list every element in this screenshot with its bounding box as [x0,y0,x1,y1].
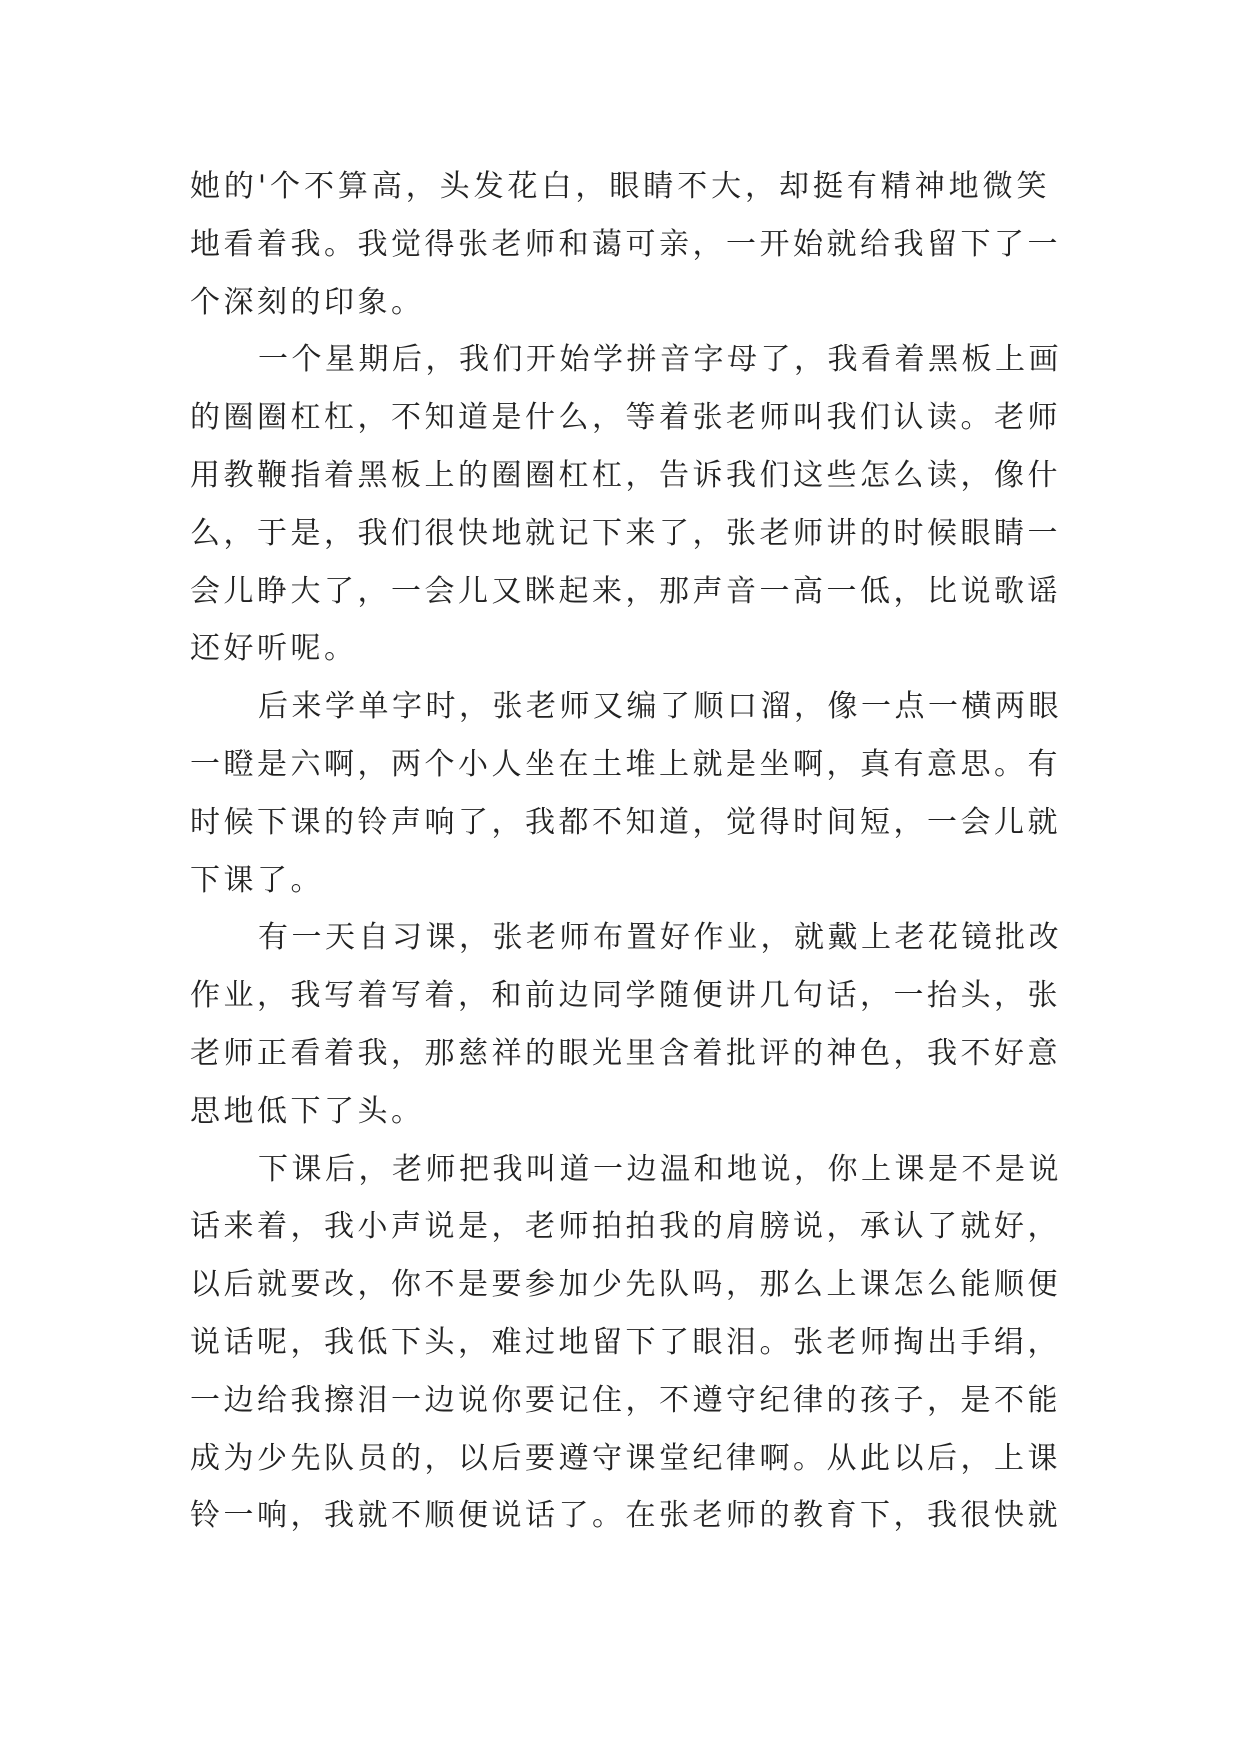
text-line: 下课后，老师把我叫道一边温和地说，你上课是不是说 [258,1151,1062,1187]
text-line: 铃一响，我就不顺便说话了。在张老师的教育下，我很快就 [190,1498,1061,1534]
text-line: 的圈圈杠杠，不知道是什么，等着张老师叫我们认读。老师 [190,400,1061,436]
text-line: 时候下课的铃声响了，我都不知道，觉得时间短，一会儿就 [190,804,1061,840]
text-line: 有一天自习课，张老师布置好作业，就戴上老花镜批改 [258,920,1062,956]
text-line: 个深刻的印象。 [190,284,425,320]
text-line: 话来着，我小声说是，老师拍拍我的肩膀说，承认了就好， [190,1209,1061,1245]
body-text [190,158,1062,1545]
text-line: 成为少先队员的，以后要遵守课堂纪律啊。从此以后，上课 [190,1440,1061,1476]
text-line: 思地低下了头。 [190,1093,425,1129]
text-line: 一个星期后，我们开始学拼音字母了，我看着黑板上画 [258,342,1062,378]
text-line: 以后就要改，你不是要参加少先队吗，那么上课怎么能顺便 [190,1267,1061,1303]
text-line: 她的'个不算高，头发花白，眼睛不大，却挺有精神地微笑 [190,169,1050,204]
text-line: 老师正看着我，那慈祥的眼光里含着批评的神色，我不好意 [190,1035,1061,1071]
text-line: 作业，我写着写着，和前边同学随便讲几句话，一抬头，张 [190,978,1061,1014]
text-line: 一瞪是六啊，两个小人坐在土堆上就是坐啊，真有意思。有 [190,746,1061,782]
text-line: 下课了。 [190,862,324,898]
text-line: 会儿睁大了，一会儿又眯起来，那声音一高一低，比说歌谣 [190,573,1061,609]
text-line: 还好听呢。 [190,631,358,667]
text-line: 地看着我。我觉得张老师和蔼可亲，一开始就给我留下了一 [190,226,1061,262]
text-line: 说话呢，我低下头，难过地留下了眼泪。张老师掏出手绢， [190,1324,1061,1360]
text-line: 一边给我擦泪一边说你要记住，不遵守纪律的孩子，是不能 [190,1382,1061,1418]
text-line: 后来学单字时，张老师又编了顺口溜，像一点一横两眼 [258,689,1062,725]
text-line: 么，于是，我们很快地就记下来了，张老师讲的时候眼睛一 [190,515,1061,551]
text-line: 用教鞭指着黑板上的圈圈杠杠，告诉我们这些怎么读，像什 [190,457,1061,493]
